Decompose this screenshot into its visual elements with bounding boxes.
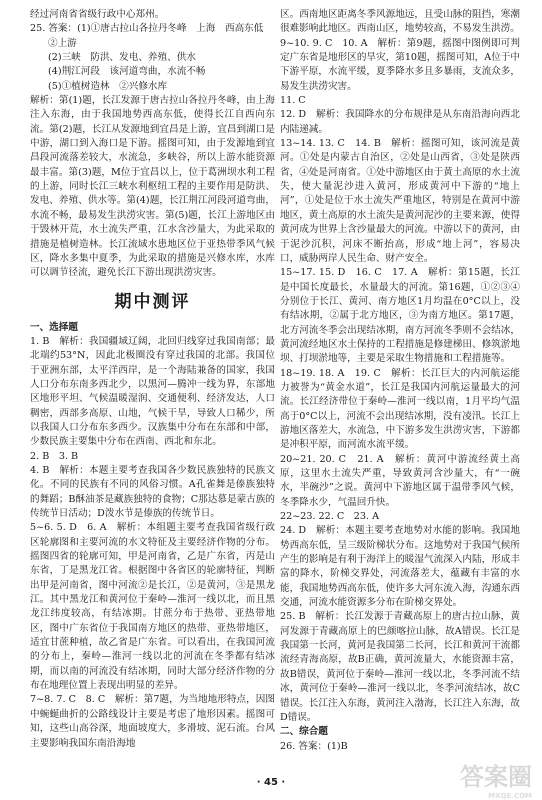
answer-subitem: (4)荆江河段 该河道弯曲，水流不畅 — [48, 66, 206, 78]
section-label: 二、综合题 — [280, 726, 328, 738]
answer-paragraph: 2. B 3. B — [30, 450, 79, 462]
answer-paragraph: 4. B 解析：本题主要考查我国各少数民族独特的民族文化。不同的民族有不同的风俗习惯。A孔雀舞是傣族独特的舞蹈；B酥油茶是藏族独特的食物；C那达慕是蒙古族的传统节日活动；D泼水节是傣族的传统节日。 — [30, 464, 275, 519]
answer-subitem: (2)三峡 防洪、发电、养殖、供水 — [48, 52, 196, 64]
right-column — [280, 8, 520, 754]
answer-paragraph: 25. 答案：(1)①唐古拉山各拉丹冬峰 上海 西高东低 — [30, 23, 264, 35]
answer-paragraph: 1. B 解析：我国疆域辽阔，北回归线穿过我国南部；最北端约53°N，因此北极圈没有穿过我国的北部。我国位于亚洲东部，太平洋西岸，是一个海陆兼备的国家，我国人口分布东南多西北少，以黑河—腾冲一线为界，东部地区地形平坦、气候温暖湿润、交通便利、经济发达，人口稠密，西部多高原、山地，气候干旱，导致人口稀少，所以我国人口分布东多西少。汉族集中分布在东部和中部，少数民族主要集中分布在西南、西北和东北。 — [30, 335, 275, 448]
answer-paragraph: 20~21. 20. C 21. A 解析：黄河中游流经黄土高原，这里水土流失严重，导致黄河含沙量大，有“一碗水，半碗沙”之说。黄河中下游地区属于温带季风气候，冬季降水少，气温回升快。 — [280, 453, 520, 508]
answer-subitem: ②上游 — [48, 37, 77, 49]
answer-paragraph: 22~23. 22. C 23. A — [280, 511, 380, 523]
section-title: 期中测评 — [114, 291, 191, 312]
section-label: 一、选择题 — [30, 321, 78, 333]
answer-paragraph: 13~14. 13. C 14. B 解析：摇图可知，该河流是黄河。①处是内蒙古自治区，②处是山西省，③处是陕西省，④处是河南省。①处中游地区由于黄土高原的水土流失，使大量泥沙进入黄河，形成黄河中下游的“地上河”，①处是位于水土流失严重地区，特别是在黄河中游地区，黄土高原的水土流失是黄河泥沙的主要来源，使得黄河成为世界上含沙量最大的河流。中游以下的黄河，由于泥沙沉积，河床不断抬高，形成“地上河”，容易决口，威胁两岸人民生命、财产安全。 — [280, 138, 520, 264]
answer-paragraph: 11. C — [280, 95, 306, 107]
answer-paragraph: 9~10. 9. C 10. A 解析：第9题，摇图中图例即可判定广东省是地形区的旱灾，第10题，摇图可知，A位于中下游平原，水流平缓，夏季降水多且多暴雨，支流众多，易发生洪涝灾害。 — [280, 37, 520, 92]
answer-paragraph: 解析：第(1)题，长江发源于唐古拉山各拉丹冬峰，由上海注入东海，由于我国地势西高东低，使得长江自西向东流。第(2)题，长江从发源地到宜昌是上游，宜昌到湖口是中游，湖口到入海口是下游。摇图可知，由于发源地到宜昌段河流落差较大，水流急，多峡谷，所以上游水能资源最丰富。第(3)题，M位于宜昌以上，位于葛洲坝水利工程的上游，同时长江三峡水利枢纽工程的主要作用是防洪、发电、养殖、供水等。第(4)题，长江荆江河段河道弯曲，水流不畅，最易发生洪涝灾害。第(5)题，长江上游地区由于毁林开荒，水土流失严重，江水含沙量大，为此采取的措施是植树造林。长江流域水患地区位于亚热带季风气候区，降水多集中夏季，为此采取的措施是兴修水库，水库可以调节径流，避免长江下游出现洪涝灾害。 — [30, 95, 275, 279]
watermark-logo — [422, 762, 532, 800]
answer-paragraph: 15~17. 15. D 16. C 17. A 解析：第15题，长江是中国长度最长，水量最大的河流。第16题，①②③④分别位于长江、黄河、南方地区1月均温在0°C以上，没有结冰期，②属于北方地区，③为南方地区。第17题，北方河流冬季会出现结冰期，南方河流冬季则不会结冰，黄河流经地区水土保持的工程措施是修建梯田、修筑淤地坝、打坝淤地等，主要是采取生物措施和工程措施等。 — [280, 267, 520, 365]
answer-paragraph: 区。西南地区距离冬季风源地远，且受山脉的阻挡，寒潮很难影响此地区。西南山区，地势较高，不易发生洪涝。 — [280, 9, 520, 35]
answer-paragraph: 25. B 解析：长江发源于青藏高原上的唐古拉山脉，黄河发源于青藏高原上的巴颜喀拉山脉，故A错误。长江是我国第一长河，黄河是我国第二长河，长江和黄河干流都流经青海高原，故B正确，黄河流量大，水能资源丰富，故B错误，黄河位于秦岭—淮河一线以北，冬季河流不结冰，黄河位于秦岭—淮河一线以北，冬季河流结冰，故C错误。长江注入东海，黄河注入渤海，长江注入东海，故D错误。 — [280, 611, 520, 723]
answer-paragraph: 24. D 解析：本题主要考查地势对水能的影响。我国地势西高东低，呈三级阶梯状分布。这地势对于我国气候所产生的影响是有利于海洋上的暖湿气流深入内陆，形成丰富的降水，阶梯交界处，河流落差大，蕴藏有丰富的水能，我国地势西高东低，使许多大河东流入海，沟通东西交通，河流水能资源多分布在阶梯交界处。 — [280, 525, 520, 609]
watermark-subtext: MXQE.COM — [488, 792, 532, 800]
answer-paragraph: 12. D 解析：我国降水的分布规律是从东南沿海向西北内陆递减。 — [280, 109, 520, 135]
answer-paragraph: 7~8. 7. C 8. C 解析：第7题，为当地地形特点，因图中蜿蜒曲折的公路线设计主要是考虑了地形因素。摇图可知，这些山高谷深，地面坡度大，多滑坡、泥石流。台风主要影响我国东南沿海地 — [30, 694, 275, 749]
answer-paragraph: 26. 答案：(1)B — [280, 740, 348, 752]
answer-paragraph: 18~19. 18. A 19. C 解析：长江巨大的内河航运能力被誉为“黄金水道”，长江是我国内河航运量最大的河流。长江经济带位于秦岭—淮河一线以南，1月平均气温高于0°C以上，河流不会出现结冰期，没有凌汛。长江上游地区落差大，水流急，中下游多发生洪涝灾害，下游都是冲积平原，而河流水流平缓。 — [280, 367, 520, 451]
left-column — [30, 8, 275, 751]
page-number: · 45 · — [256, 777, 286, 788]
answer-subitem: (5)①植树造林 ②兴修水库 — [48, 80, 168, 92]
watermark-text: 答案圈 — [460, 763, 532, 791]
answer-paragraph: 5~6. 5. D 6. A 解析：本组题主要考查我国省级行政区轮廓图和主要河流的水文特征及主要经济作物的分布。摇图四省的轮廓可知，甲是河南省，乙是广东省，丙是山东省，丁是黑龙江省。根据图中各省区的轮廓特征，判断出甲是河南省，图中河流②是长江，②是黄河，③是黑龙江。其中黑龙江和黄河位于秦岭—淮河一线以北，而且黑龙江纬度较高，有结冰期。甘蔗分布于热带、亚热带地区，图中广东省位于我国南方地区的热带、亚热带地区，适宜甘蔗种植，故乙省是广东省。可以看出，在我国河流的分布上，秦岭—淮河一线以北的河流在冬季都有结冰期，而以南的河流没有结冰期，同时大部分经济作物的分布在地理位置上表现出明显的差异。 — [30, 522, 275, 692]
answer-paragraph: 经过河南省省级行政中心郑州。 — [30, 9, 165, 20]
